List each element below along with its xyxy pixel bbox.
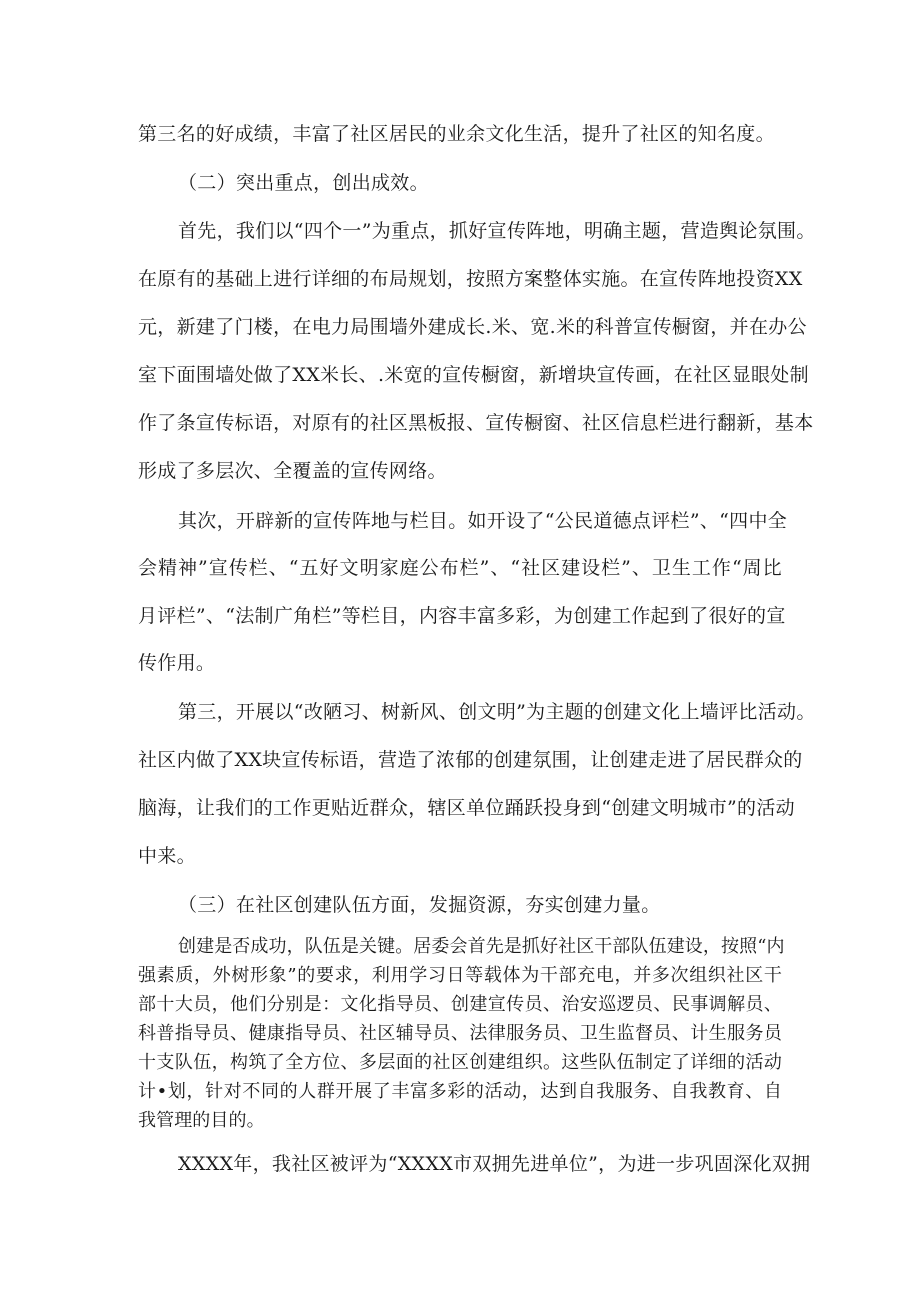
paragraph-line: 我管理的目的。 [138, 1110, 265, 1131]
section-heading-3: （三）在社区创建队伍方面，发掘资源，夯实创建力量。 [178, 894, 661, 916]
paragraph-line: 室下面围墙处做了XX米长、.米宽的宣传橱窗，新增块宣传画，在社区显眼处制 [138, 364, 809, 386]
paragraph-line: 第三名的好成绩，丰富了社区居民的业余文化生活，提升了社区的知名度。 [138, 123, 775, 145]
paragraph-line: 其次，开辟新的宣传阵地与栏目。如开设了“公民道德点评栏”、“四中全 [178, 510, 788, 532]
paragraph-line: 首先，我们以“四个一”为重点，抓好宣传阵地，明确主题，营造舆论氛围。 [178, 220, 816, 242]
paragraph-line: 会精神”宣传栏、“五好文明家庭公布栏”、“社区建设栏”、卫生工作“周比 [138, 557, 782, 579]
paragraph-line: 作了条宣传标语，对原有的社区黑板报、宣传橱窗、社区信息栏进行翻新，基本 [138, 412, 814, 434]
paragraph-line: 形成了多层次、全覆盖的宣传网络。 [138, 460, 447, 482]
paragraph-line: 脑海，让我们的工作更贴近群众，辖区单位踊跃投身到“创建文明城市”的活动 [138, 797, 795, 819]
paragraph-line: 科普指导员、健康指导员、社区辅导员、法律服务员、卫生监督员、计生服务员 [138, 1023, 782, 1044]
paragraph-line: 强素质，外树形象”的要求，利用学习日等载体为干部充电，并多次组织社区干 [138, 965, 782, 986]
paragraph-line: 在原有的基础上进行详细的布局规划，按照方案整体实施。在宣传阵地投资XX [138, 268, 803, 290]
paragraph-line: 十支队伍，构筑了全方位、多层面的社区创建组织。这些队伍制定了详细的活动 [138, 1052, 782, 1073]
paragraph-line: 中来。 [138, 845, 196, 867]
section-heading-2: （二）突出重点，创出成效。 [178, 172, 429, 194]
paragraph-line: 月评栏”、“法制广角栏”等栏目，内容丰富多彩，为创建工作起到了很好的宣 [138, 605, 786, 627]
paragraph-line: 传作用。 [138, 652, 216, 674]
paragraph-line: 元，新建了门楼，在电力局围墙外建成长.米、宽.米的科普宣传橱窗，并在办公 [138, 316, 807, 338]
paragraph-line: 社区内做了XX块宣传标语，营造了浓郁的创建氛围，让创建走进了居民群众的 [138, 749, 803, 771]
paragraph-line: 计•划，针对不同的人群开展了丰富多彩的活动，达到自我服务、自我教育、自 [138, 1081, 782, 1102]
paragraph-line: 第三，开展以“改陋习、树新风、创文明”为主题的创建文化上墙评比活动。 [178, 701, 816, 723]
paragraph-line: 创建是否成功，队伍是关键。居委会首先是抓好社区干部队伍建设，按照“内 [178, 936, 785, 957]
paragraph-line: XXXX年，我社区被评为“XXXX市双拥先进单位”，为进一步巩固深化双拥 [178, 1153, 811, 1175]
paragraph-line: 部十大员，他们分别是：文化指导员、创建宣传员、治安巡逻员、民事调解员、 [138, 994, 782, 1015]
